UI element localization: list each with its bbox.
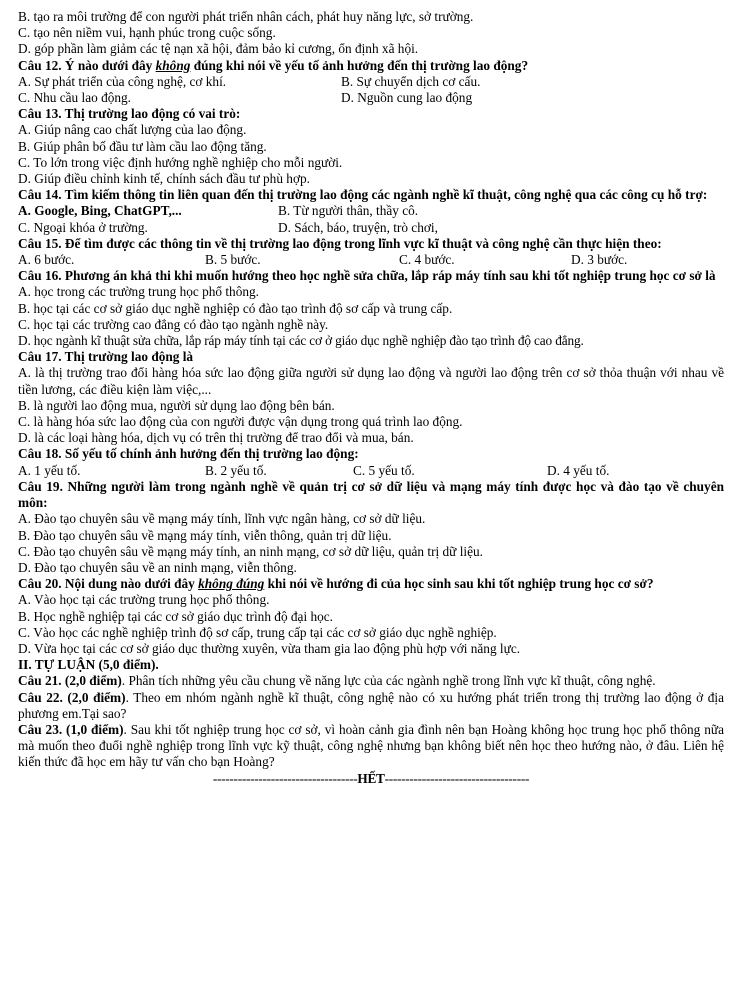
option-a: A. 1 yếu tố. bbox=[18, 462, 81, 478]
option-d: D. 4 yếu tố. bbox=[547, 462, 610, 478]
option-c: C. Ngoại khóa ở trường. bbox=[18, 219, 148, 235]
option-d: D. học ngành kĩ thuật sửa chữa, lắp ráp máy tính tại các cơ ở giáo dục nghề nghiệp đào tạo trình độ cao đẳng. bbox=[18, 333, 584, 349]
option-a: A. 6 bước. bbox=[18, 252, 75, 268]
options-row bbox=[18, 74, 724, 90]
end-marker: -----------------------------------HẾT----------------------------------- bbox=[212, 770, 530, 786]
section-heading: II. TỰ LUẬN (5,0 điểm). bbox=[18, 657, 159, 673]
option-b: B. 5 bước. bbox=[205, 252, 261, 268]
option-c: C. Nhu cầu lao động. bbox=[18, 90, 132, 106]
option-d: D. Nguồn cung lao động bbox=[341, 90, 473, 106]
option-d: D. là các loại hàng hóa, dịch vụ có trên thị trường để trao đổi và mua, bán. bbox=[18, 430, 414, 446]
option-d: D. Đào tạo chuyên sâu về an ninh mạng, viễn thông. bbox=[18, 559, 297, 575]
option-b: B. Giúp phân bố đầu tư làm cầu lao động tăng. bbox=[18, 138, 267, 154]
option-c: C. Vào học các nghề nghiệp trình độ sơ cấp, trung cấp tại các cơ sở giáo dục nghề nghiệp. bbox=[18, 624, 497, 640]
option-b: B. Học nghề nghiệp tại các cơ sở giáo dục trình độ đại học. bbox=[18, 608, 334, 624]
option-c: C. To lớn trong việc định hướng nghề nghiệp cho mỗi người. bbox=[18, 154, 343, 170]
emphasis-negation: không đúng bbox=[198, 576, 265, 592]
option-c: C. học tại các trường cao đẳng có đào tạo ngành nghề này. bbox=[18, 316, 329, 332]
question-label: Câu 23. (1,0 điểm) bbox=[18, 721, 124, 737]
option-b: B. tạo ra môi trường để con người phát triển nhân cách, phát huy năng lực, sở trường. bbox=[18, 9, 474, 24]
option-c: C. là hàng hóa sức lao động của con người được vận dụng trong quá trình lao động. bbox=[18, 414, 463, 430]
option-c: C. 4 bước. bbox=[399, 252, 455, 268]
option-a: A. học trong các trường trung học phổ thông. bbox=[18, 284, 259, 300]
option-a: A. Sự phát triển của công nghệ, cơ khí. bbox=[18, 73, 227, 89]
option-d: D. Vừa học tại các cơ sở giáo dục thường xuyên, vừa tham gia lao động phù hợp với năng lực. bbox=[18, 640, 521, 656]
question-22: Câu 22. (2,0 điểm). Theo em nhóm ngành nghề kĩ thuật, công nghệ nào có xu hướng phát triển trong thị trường lao động ở địa phương em.Tại sao? bbox=[18, 689, 724, 721]
option-b: B. Từ người thân, thầy cô. bbox=[278, 203, 419, 219]
option-a: A. Giúp nâng cao chất lượng của lao động. bbox=[18, 122, 247, 138]
option-c: C. Đào tạo chuyên sâu về mạng máy tính, an ninh mạng, cơ sở dữ liệu, quản trị dữ liệu. bbox=[18, 543, 483, 559]
option-b: B. Sự chuyển dịch cơ cấu. bbox=[341, 73, 481, 89]
options-row bbox=[18, 220, 724, 236]
option-a: A. Đào tạo chuyên sâu về mạng máy tính, lĩnh vực ngân hàng, cơ sở dữ liệu. bbox=[18, 511, 426, 527]
question-15 bbox=[18, 236, 724, 268]
option-d: D. góp phần làm giảm các tệ nạn xã hội, đảm bảo kỉ cương, ổn định xã hội. bbox=[18, 41, 419, 57]
options-row bbox=[18, 463, 724, 479]
q11-options-tail bbox=[18, 9, 724, 58]
question-title: Câu 19. Những người làm trong ngành nghề về quản trị cơ sở dữ liệu và mạng máy tính được học và đào tạo về chuyên môn: bbox=[18, 478, 724, 511]
question-title: Câu 15. Để tìm được các thông tin về thị trường lao động trong lĩnh vực kĩ thuật và công nghệ cần thực hiện theo: bbox=[18, 235, 662, 251]
question-title: Câu 13. Thị trường lao động có vai trò: bbox=[18, 106, 241, 122]
question-title: Câu 17. Thị trường lao động là bbox=[18, 349, 194, 365]
option-d: D. 3 bước. bbox=[571, 252, 628, 268]
option-b: B. học tại các cơ sở giáo dục nghề nghiệp có đào tạo trình độ sơ cấp và trung cấp. bbox=[18, 300, 453, 316]
options-row bbox=[18, 252, 724, 268]
options-row bbox=[18, 90, 724, 106]
option-d: D. Sách, báo, truyện, trò chơi, bbox=[278, 219, 438, 235]
question-title: Câu 14. Tìm kiếm thông tin liên quan đến thị trường lao động các ngành nghề kĩ thuật, công nghệ qua các công cụ hỗ trợ: bbox=[18, 187, 708, 203]
emphasis-negation: không bbox=[155, 57, 191, 73]
question-13 bbox=[18, 106, 724, 187]
question-label: Câu 22. (2,0 điểm) bbox=[18, 689, 126, 705]
option-b: B. 2 yếu tố. bbox=[205, 462, 267, 478]
question-16 bbox=[18, 268, 724, 349]
question-12 bbox=[18, 58, 724, 107]
question-title: Câu 16. Phương án khả thi khi muốn hướng theo học nghề sửa chữa, lắp ráp máy tính sau khi tốt nghiệp trung học cơ sở là bbox=[18, 268, 716, 284]
question-21: Câu 21. (2,0 điểm). Phân tích những yêu cầu chung về năng lực của các ngành nghề trong lĩnh vực kĩ thuật, công nghệ. bbox=[18, 673, 656, 689]
question-19 bbox=[18, 479, 724, 576]
question-14 bbox=[18, 187, 724, 236]
option-a: A. Google, Bing, ChatGPT,... bbox=[18, 203, 182, 219]
options-row bbox=[18, 203, 724, 219]
option-b: B. là người lao động mua, người sử dụng lao động bên bán. bbox=[18, 397, 335, 413]
question-18 bbox=[18, 446, 724, 478]
option-b: B. Đào tạo chuyên sâu về mạng máy tính, viễn thông, quản trị dữ liệu. bbox=[18, 527, 392, 543]
question-17 bbox=[18, 349, 724, 446]
question-title: Câu 20. Nội dung nào dưới đây không đúng khi nói về hướng đi của học sinh sau khi tốt nghiệp trung học cơ sở? bbox=[18, 576, 654, 592]
question-label: Câu 21. (2,0 điểm) bbox=[18, 673, 122, 689]
question-title: Câu 18. Số yếu tố chính ảnh hưởng đến thị trường lao động: bbox=[18, 446, 359, 462]
option-c: C. 5 yếu tố. bbox=[353, 462, 415, 478]
essay-section bbox=[18, 657, 724, 770]
question-title: Câu 12. Ý nào dưới đây không đúng khi nói về yếu tố ảnh hưởng đến thị trường lao động? bbox=[18, 57, 529, 73]
option-a: A. Vào học tại các trường trung học phổ thông. bbox=[18, 592, 270, 608]
question-20 bbox=[18, 576, 724, 657]
option-d: D. Giúp điều chỉnh kinh tế, chính sách đầu tư phù hợp. bbox=[18, 171, 310, 187]
end-word: HẾT bbox=[357, 770, 385, 786]
option-c: C. tạo nên niềm vui, hạnh phúc trong cuộc sống. bbox=[18, 25, 276, 41]
question-23: Câu 23. (1,0 điểm). Sau khi tốt nghiệp trung học cơ sở, vì hoàn cảnh gia đình nên bạn Hoàng không học trung học phổ thông nữa mà muốn theo đuổi nghề nghiệp trong lĩnh vực kỹ thuật, công nghệ nhưng bạn không biết nên học theo hướng nào, ở đâu. Liên hệ kiến thức đã học em hãy tư vấn cho bạn Hoàng? bbox=[18, 721, 724, 770]
option-a: A. là thị trường trao đổi hàng hóa sức lao động giữa người sử dụng lao động và người lao động trên cơ sở thỏa thuận với nhau về tiền lương, các điều kiện làm việc,... bbox=[18, 365, 724, 397]
